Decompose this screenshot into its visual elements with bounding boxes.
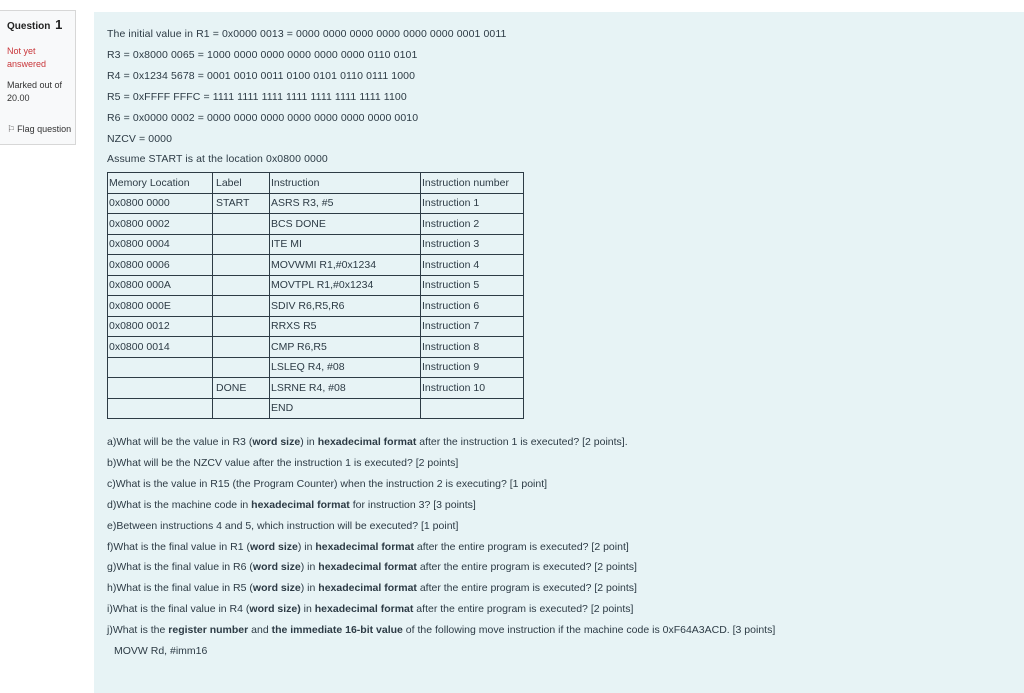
table-cell bbox=[213, 398, 270, 419]
table-cell bbox=[421, 398, 524, 419]
table-cell: Instruction 1 bbox=[421, 193, 524, 214]
table-cell: Instruction 3 bbox=[421, 234, 524, 255]
register-line-r1: The initial value in R1 = 0x0000 0013 = 0000 0000 0000 0000 0000 0000 0001 0011 bbox=[107, 28, 507, 40]
question-text: ) in bbox=[300, 582, 319, 594]
register-line-r4: R4 = 0x1234 5678 = 0001 0010 0011 0100 0101 0110 0111 1000 bbox=[107, 70, 416, 82]
question-text: ) in bbox=[297, 541, 316, 553]
table-cell: 0x0800 0014 bbox=[108, 337, 213, 358]
table-cell: MOVTPL R1,#0x1234 bbox=[270, 275, 421, 296]
question-emphasis: word size bbox=[252, 436, 301, 448]
question-emphasis: word size bbox=[252, 561, 301, 573]
question-text: of the following move instruction if the machine code is 0xF64A3ACD. [3 points] bbox=[402, 624, 776, 636]
question-item bbox=[107, 561, 637, 573]
table-cell bbox=[213, 316, 270, 337]
question-text: g)What is the final value in R6 ( bbox=[107, 561, 253, 573]
question-text: and bbox=[248, 624, 272, 636]
table-row bbox=[108, 275, 524, 296]
table-cell bbox=[108, 357, 213, 378]
table-row bbox=[108, 214, 524, 235]
question-emphasis: hexadecimal format bbox=[315, 541, 414, 553]
table-row bbox=[108, 378, 524, 399]
table-row bbox=[108, 357, 524, 378]
flag-icon: ⚐ bbox=[7, 124, 16, 134]
question-item bbox=[107, 520, 458, 532]
movw-instruction: MOVW Rd, #imm16 bbox=[114, 645, 208, 657]
table-cell: 0x0800 0012 bbox=[108, 316, 213, 337]
question-text: d)What is the machine code in bbox=[107, 499, 252, 511]
question-info-panel bbox=[0, 10, 76, 145]
table-row bbox=[108, 398, 524, 419]
question-item bbox=[107, 499, 476, 511]
question-text: a)What will be the value in R3 ( bbox=[107, 436, 253, 448]
question-text: after the entire program is executed? [2 points] bbox=[416, 582, 637, 594]
table-row bbox=[108, 255, 524, 276]
table-header-cell: Memory Location bbox=[108, 173, 213, 194]
table-cell bbox=[108, 398, 213, 419]
table-cell: RRXS R5 bbox=[270, 316, 421, 337]
table-cell: 0x0800 000E bbox=[108, 296, 213, 317]
table-cell bbox=[213, 255, 270, 276]
question-text: ) in bbox=[300, 561, 319, 573]
register-line-r6: R6 = 0x0000 0002 = 0000 0000 0000 0000 0000 0000 0000 0010 bbox=[107, 112, 419, 124]
question-emphasis: the immediate 16-bit value bbox=[271, 624, 403, 636]
question-text: h)What is the final value in R5 ( bbox=[107, 582, 253, 594]
table-cell: 0x0800 0000 bbox=[108, 193, 213, 214]
question-text: after the entire program is executed? [2 point] bbox=[413, 541, 629, 553]
question-text: after the entire program is executed? [2 points] bbox=[416, 561, 637, 573]
nzcv-line: NZCV = 0000 bbox=[107, 133, 173, 145]
table-cell: BCS DONE bbox=[270, 214, 421, 235]
question-emphasis: hexadecimal format bbox=[314, 603, 414, 615]
table-cell: LSRNE R4, #08 bbox=[270, 378, 421, 399]
question-emphasis: register number bbox=[168, 624, 249, 636]
table-cell: ASRS R3, #5 bbox=[270, 193, 421, 214]
table-cell: 0x0800 000A bbox=[108, 275, 213, 296]
question-emphasis: hexadecimal format bbox=[318, 582, 417, 594]
table-cell: DONE bbox=[213, 378, 270, 399]
table-cell: MOVWMI R1,#0x1234 bbox=[270, 255, 421, 276]
question-text: after the instruction 1 is executed? [2 points]. bbox=[416, 436, 628, 448]
question-item bbox=[107, 478, 547, 490]
question-text: c)What is the value in R15 (the Program Counter) when the instruction 2 is executing? [1 point] bbox=[107, 478, 548, 490]
question-item bbox=[107, 603, 633, 615]
flag-question-label: Flag question bbox=[17, 124, 72, 134]
question-text: in bbox=[300, 603, 315, 615]
table-cell: Instruction 10 bbox=[421, 378, 524, 399]
question-text-area bbox=[94, 12, 1024, 693]
table-cell: Instruction 7 bbox=[421, 316, 524, 337]
question-text: e)Between instructions 4 and 5, which instruction will be executed? [1 point] bbox=[107, 520, 459, 532]
question-marks: Marked out of 20.00 bbox=[7, 80, 63, 103]
table-cell bbox=[213, 214, 270, 235]
table-cell: Instruction 6 bbox=[421, 296, 524, 317]
table-cell bbox=[213, 357, 270, 378]
question-item bbox=[107, 541, 629, 553]
question-text: b)What will be the NZCV value after the instruction 1 is executed? [2 points] bbox=[107, 457, 459, 469]
register-line-r3: R3 = 0x8000 0065 = 1000 0000 0000 0000 0000 0000 0110 0101 bbox=[107, 49, 418, 61]
question-text: i)What is the final value in R4 ( bbox=[107, 603, 250, 615]
register-line-r5: R5 = 0xFFFF FFFC = 1111 1111 1111 1111 1111 1111 1111 1100 bbox=[107, 91, 407, 103]
table-header-row bbox=[108, 173, 524, 194]
assume-line: Assume START is at the location 0x0800 0000 bbox=[107, 153, 328, 165]
table-cell: 0x0800 0004 bbox=[108, 234, 213, 255]
question-text: for instruction 3? [3 points] bbox=[349, 499, 476, 511]
question-text: j)What is the bbox=[107, 624, 169, 636]
table-cell: Instruction 4 bbox=[421, 255, 524, 276]
question-item bbox=[107, 436, 628, 448]
table-header-cell: Instruction number bbox=[421, 173, 524, 194]
question-emphasis: word size) bbox=[249, 603, 301, 615]
table-header-cell: Label bbox=[213, 173, 270, 194]
table-row bbox=[108, 234, 524, 255]
question-emphasis: word size bbox=[252, 582, 301, 594]
table-cell: 0x0800 0002 bbox=[108, 214, 213, 235]
question-status: Not yet answered bbox=[7, 46, 47, 69]
table-row bbox=[108, 337, 524, 358]
table-row bbox=[108, 296, 524, 317]
table-cell: LSLEQ R4, #08 bbox=[270, 357, 421, 378]
table-cell bbox=[213, 337, 270, 358]
table-cell: Instruction 9 bbox=[421, 357, 524, 378]
question-item bbox=[107, 457, 458, 469]
table-cell: CMP R6,R5 bbox=[270, 337, 421, 358]
question-number: Question 1 bbox=[7, 17, 63, 32]
table-cell: 0x0800 0006 bbox=[108, 255, 213, 276]
question-text: ) in bbox=[300, 436, 318, 448]
flag-question-link[interactable] bbox=[7, 123, 73, 136]
table-cell: START bbox=[213, 193, 270, 214]
question-item bbox=[107, 582, 637, 594]
question-emphasis: hexadecimal format bbox=[317, 436, 417, 448]
table-cell: Instruction 5 bbox=[421, 275, 524, 296]
table-row bbox=[108, 316, 524, 337]
table-cell: END bbox=[270, 398, 421, 419]
program-table bbox=[107, 172, 524, 419]
table-cell: Instruction 8 bbox=[421, 337, 524, 358]
question-emphasis: word size bbox=[249, 541, 298, 553]
table-cell: SDIV R6,R5,R6 bbox=[270, 296, 421, 317]
table-cell: Instruction 2 bbox=[421, 214, 524, 235]
table-header-cell: Instruction bbox=[270, 173, 421, 194]
table-row bbox=[108, 193, 524, 214]
question-emphasis: hexadecimal format bbox=[318, 561, 417, 573]
question-text: after the entire program is executed? [2 points] bbox=[413, 603, 634, 615]
question-text: f)What is the final value in R1 ( bbox=[107, 541, 250, 553]
question-item bbox=[107, 624, 775, 636]
table-cell bbox=[213, 275, 270, 296]
question-emphasis: hexadecimal format bbox=[251, 499, 350, 511]
table-cell bbox=[108, 378, 213, 399]
table-cell bbox=[213, 234, 270, 255]
table-cell: ITE MI bbox=[270, 234, 421, 255]
table-cell bbox=[213, 296, 270, 317]
